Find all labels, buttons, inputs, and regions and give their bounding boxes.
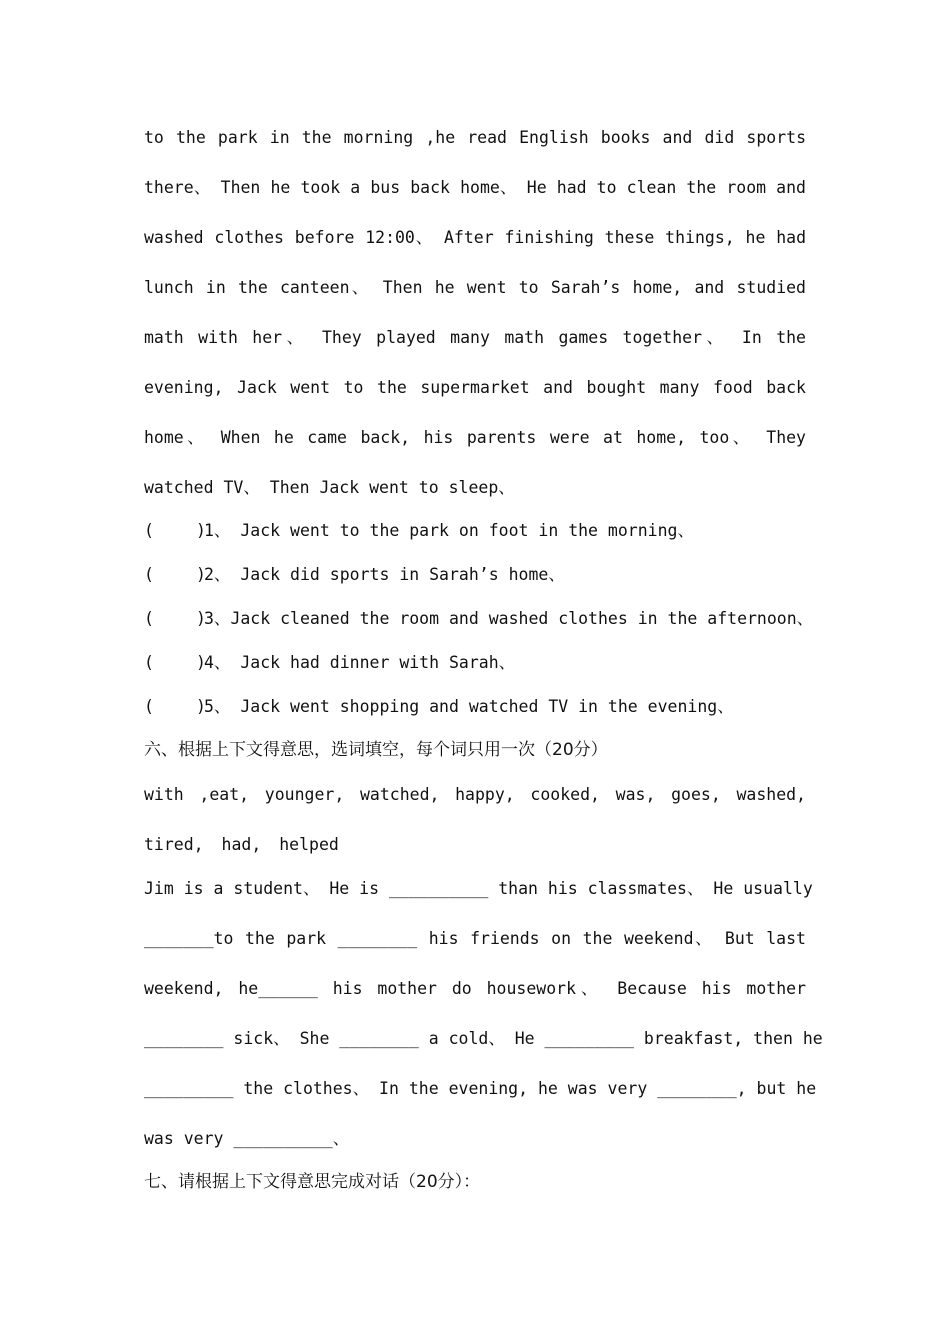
cloze-line: ________ sick、 She ________ a cold、 He _________ breakfast, then he [144, 1029, 823, 1048]
tf-text: Jack cleaned the room and washed clothes in the afternoon、 [230, 609, 814, 628]
section-6-heading: 六、根据上下文得意思，选词填空，每个词只用一次（20分） [144, 740, 608, 760]
passage-line: to the park in the morning ,he read English books and did sports [144, 128, 806, 147]
passage-line: evening, Jack went to the supermarket and bought many food back [144, 378, 806, 397]
passage-line: watched TV、 Then Jack went to sleep、 [144, 478, 515, 497]
tf-text: Jack went to the park on foot in the morning、 [230, 521, 694, 540]
word-bank-line: tired, had, helped [144, 835, 339, 854]
tf-item-2 [144, 565, 806, 585]
word-bank-line: with ,eat, younger, watched, happy, cooked, was, goes, washed, [144, 785, 806, 804]
tf-item-5 [144, 697, 806, 717]
cloze-line: was very __________、 [144, 1129, 350, 1148]
answer-blank[interactable]: ( ) [144, 521, 206, 540]
tf-text: Jack did sports in Sarah’s home、 [230, 565, 565, 584]
answer-blank[interactable]: ( ) [144, 609, 206, 628]
passage-line: home、 When he came back, his parents were at home, too、 They [144, 428, 806, 447]
tf-number: 2、 [204, 565, 231, 584]
tf-number: 4、 [204, 653, 231, 672]
answer-blank[interactable]: ( ) [144, 565, 206, 584]
cloze-line: weekend, he______ his mother do housework、 Because his mother [144, 979, 806, 998]
tf-text: Jack had dinner with Sarah、 [230, 653, 516, 672]
passage-line: washed clothes before 12:00、 After finishing these things, he had [144, 228, 806, 247]
tf-item-1 [144, 521, 806, 541]
tf-number: 1、 [204, 521, 231, 540]
section-7-heading: 七、请根据上下文得意思完成对话（20分）： [144, 1172, 481, 1192]
answer-blank[interactable]: ( ) [144, 653, 206, 672]
tf-text: Jack went shopping and watched TV in the evening、 [230, 697, 734, 716]
cloze-line: Jim is a student、 He is __________ than his classmates、 He usually [144, 879, 813, 898]
passage-line: math with her、 They played many math games together、 In the [144, 328, 806, 347]
passage-line: lunch in the canteen、 Then he went to Sarah’s home, and studied [144, 278, 806, 297]
tf-number: 5、 [204, 697, 231, 716]
cloze-line: _______to the park ________ his friends on the weekend、 But last [144, 929, 806, 948]
answer-blank[interactable]: ( ) [144, 697, 206, 716]
tf-number: 3、 [204, 609, 231, 628]
cloze-line: _________ the clothes、 In the evening, he was very ________, but he [144, 1079, 817, 1098]
tf-item-3 [144, 609, 814, 629]
passage-line: there、 Then he took a bus back home、 He had to clean the room and [144, 178, 806, 197]
tf-item-4 [144, 653, 806, 673]
